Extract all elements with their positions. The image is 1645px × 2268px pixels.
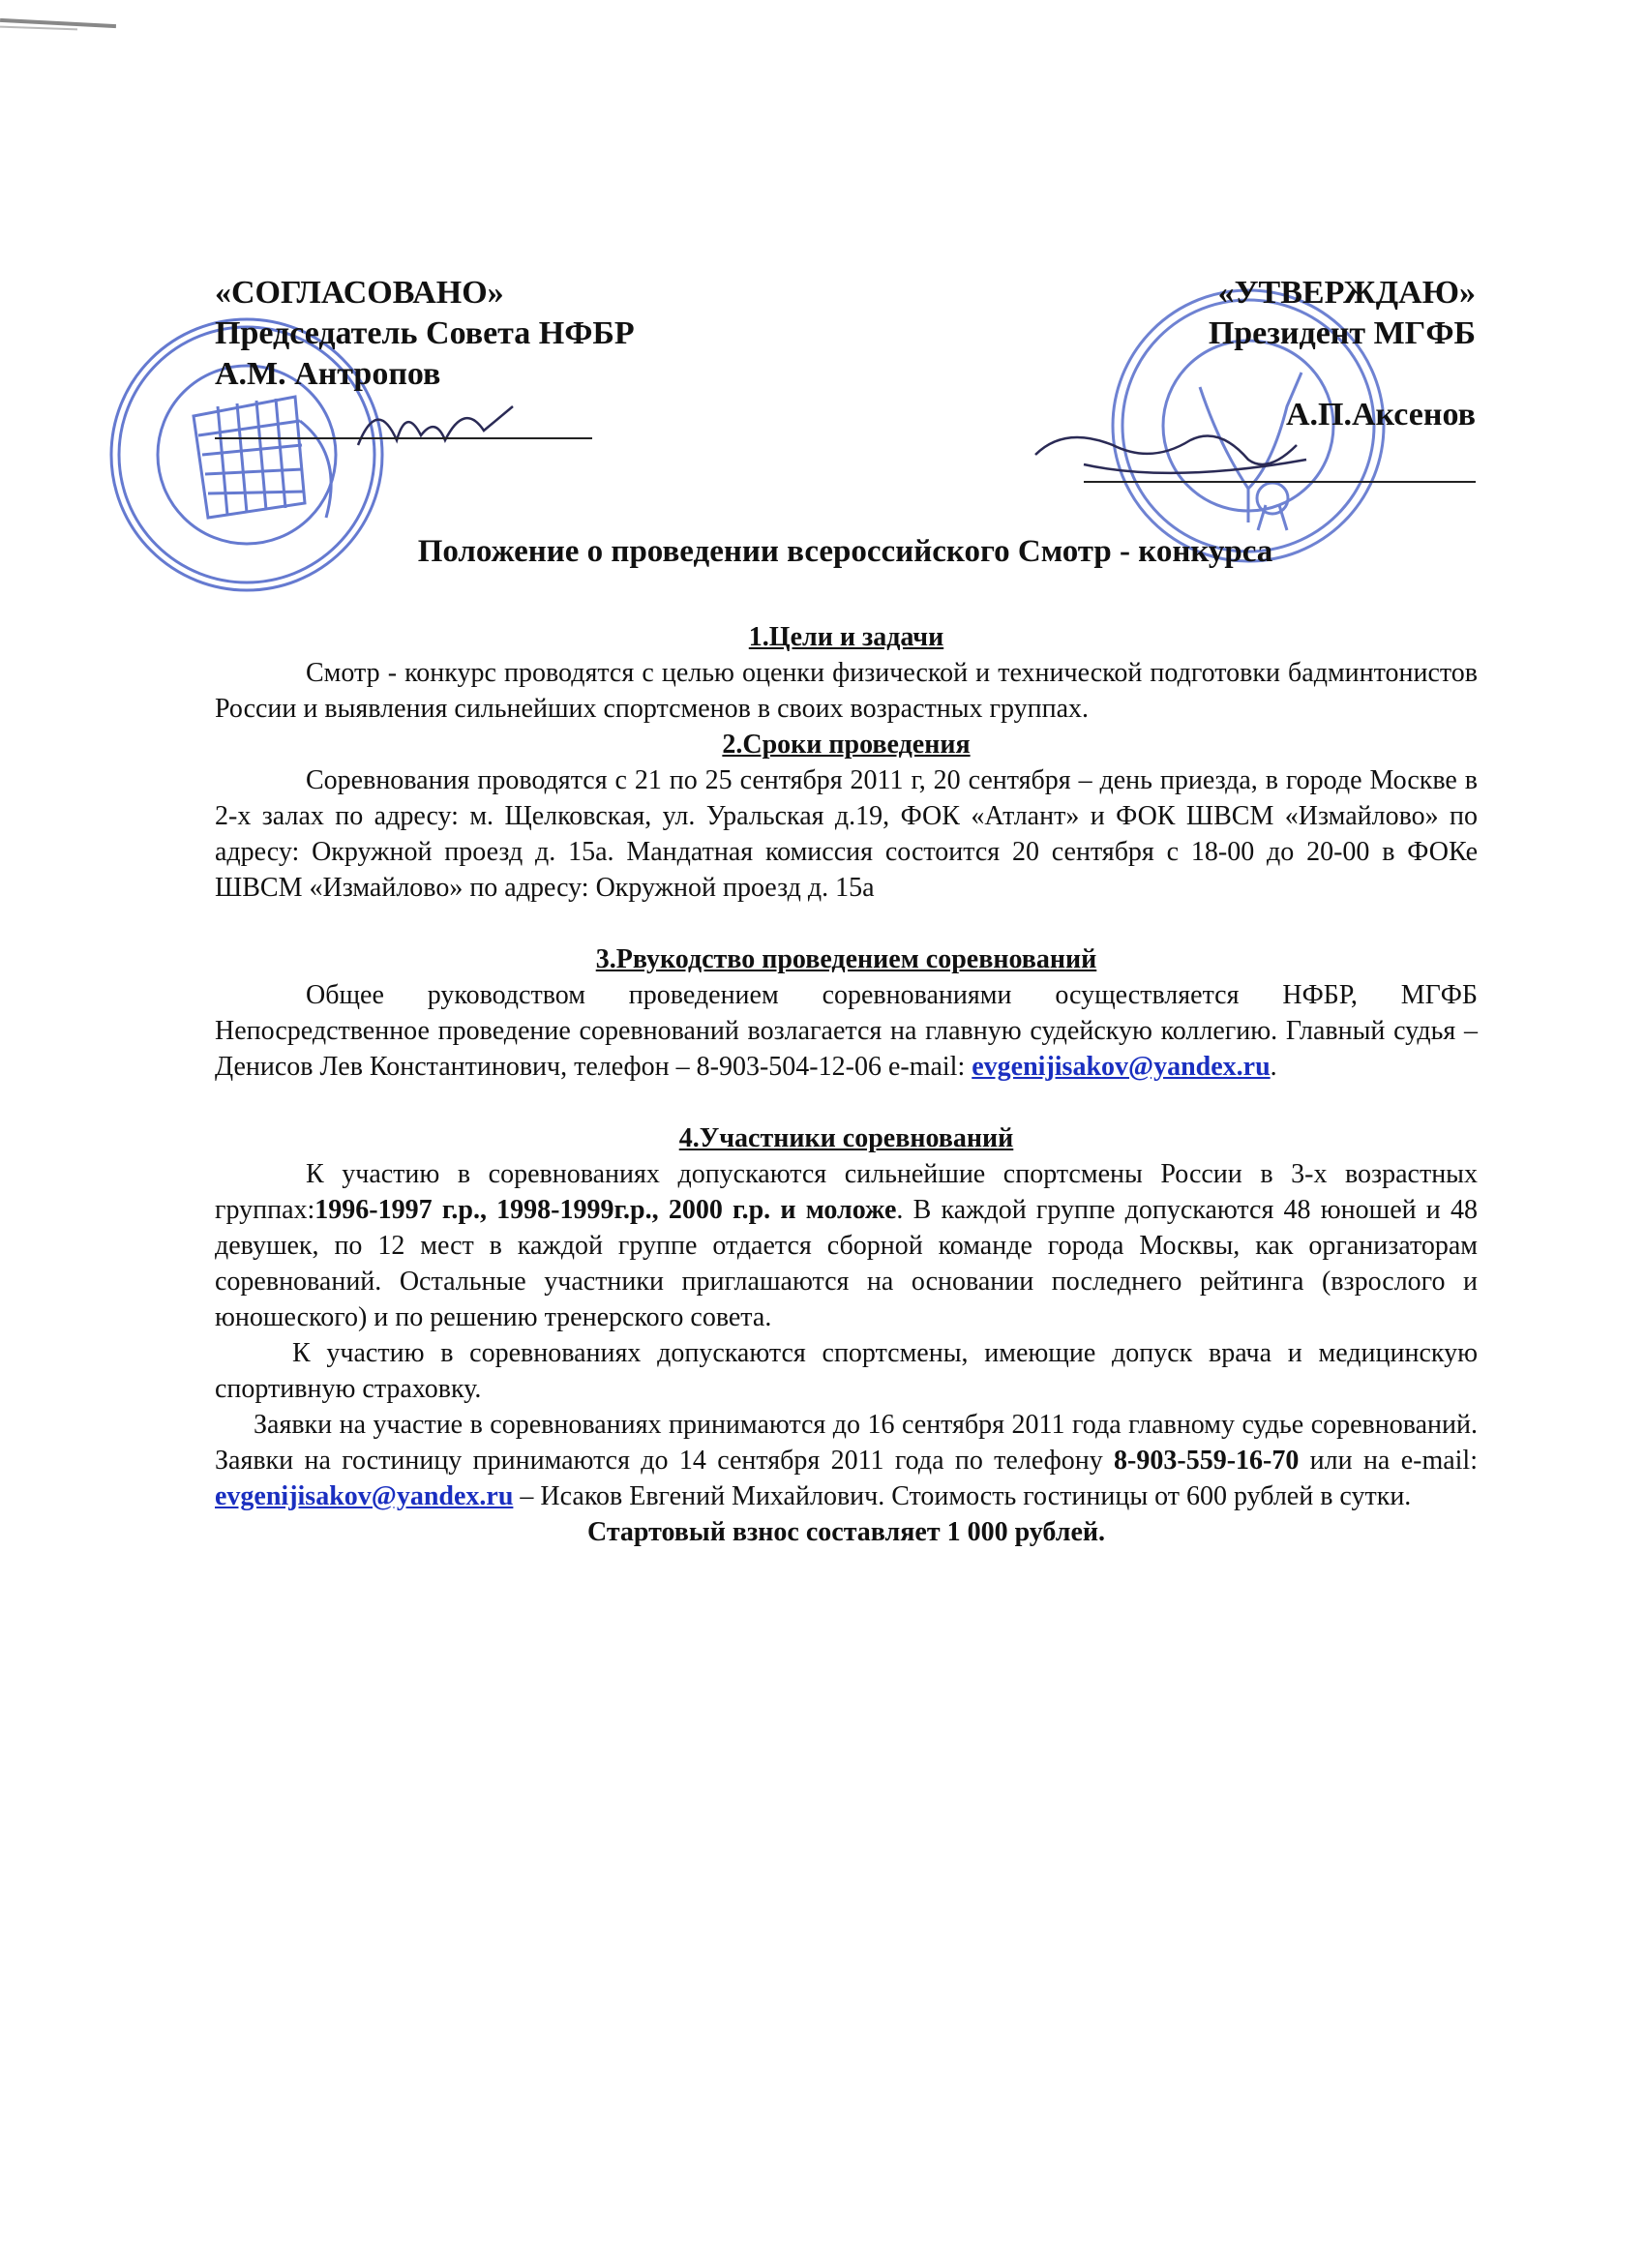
hotel-email-link[interactable]: evgenijisakov@yandex.ru <box>215 1481 514 1511</box>
section-heading-dates: 2.Сроки проведения <box>722 730 971 760</box>
document-body <box>215 619 1478 1550</box>
section-text-management <box>215 977 1478 1085</box>
approval-left-position: Председатель Совета НФБР <box>215 315 635 351</box>
signature-line-right <box>1084 481 1476 483</box>
entry-fee: Стартовый взнос составляет 1 000 рублей. <box>586 1517 1106 1547</box>
section-text-dates: Соревнования проводятся с 21 по 25 сентября 2011 г, 20 сентября – день приезда, в городе Москве в 2-х залах по адресу: м. Щелковская, ул. Уральская д.19, ФОК «Атлант» и ФОК ШВСМ «Измайлово» по адресу: Окружной проезд д. 15а. Мандатная комиссия состоится 20 сентября с 18-00 до 20-00 в ФОКе ШВСМ «Измайлово» по адресу: Окружной проезд д. 15а <box>215 765 1478 903</box>
applications-text: Заявки на участие в соревнованиях принимаются до 16 сентября 2011 года главному судье соревнований. Заявки на гостиницу принимаются до 14 сентября 2011 года по телефону <box>215 1410 1478 1476</box>
approval-right-position: Президент МГФБ <box>1208 315 1476 351</box>
signature-left-icon <box>348 387 542 464</box>
hotel-phone: 8-903-559-16-70 <box>1114 1446 1300 1476</box>
participants-paragraph-1 <box>215 1156 1478 1335</box>
approval-left-title: «СОГЛАСОВАНО» <box>215 275 504 311</box>
applications-text-end: – Исаков Евгений Михайлович. Стоимость гостиницы от 600 рублей в сутки. <box>513 1481 1412 1511</box>
approval-right-title: «УТВЕРЖДАЮ» <box>1217 275 1476 311</box>
participants-p1-start: К участию в соревнованиях допускаются сильнейшие спортсмены России в 3-х возрастных группах: <box>215 1159 1478 1225</box>
approval-right-name: А.П.Аксенов <box>1286 397 1476 433</box>
participants-paragraph-2: К участию в соревнованиях допускаются спортсмены, имеющие допуск врача и медицинскую спортивную страховку. <box>215 1338 1478 1404</box>
age-groups: 1996-1997 г.р., 1998-1999г.р., 2000 г.р. и моложе <box>314 1195 897 1225</box>
approval-left-name: А.М. Антропов <box>215 356 441 392</box>
judge-email-link[interactable]: evgenijisakov@yandex.ru <box>972 1052 1271 1082</box>
section-heading-goals: 1.Цели и задачи <box>748 622 944 652</box>
section-heading-participants: 4.Участники соревнований <box>678 1123 1014 1153</box>
document-title: Положение о проведении всероссийского Смотр - конкурса <box>417 534 1273 569</box>
participants-paragraph-3 <box>215 1407 1478 1514</box>
section-heading-management: 3.Рвукодство проведением соревнований <box>595 944 1097 974</box>
participants-p1-end: . В каждой группе допускаются 48 юношей и 48 девушек, по 12 мест в каждой группе отдается сборной команде города Москвы, как организаторам соревнований. Остальные участники приглашаются на основании последнего рейтинга (взрослого и юношеского) и по решению тренерского совета. <box>215 1195 1479 1332</box>
approval-block-left <box>215 273 718 395</box>
applications-text-mid: или на e-mail: <box>1299 1446 1478 1476</box>
spacer <box>1045 354 1476 395</box>
approval-block-right <box>1045 273 1476 435</box>
spacer <box>215 906 1478 941</box>
section-text-goals: Смотр - конкурс проводятся с целью оценки физической и технической подготовки бадминтонистов России и выявления сильнейших спортсменов в своих возрастных группах. <box>215 658 1478 724</box>
management-text-end: . <box>1270 1052 1277 1082</box>
management-text: Общее руководством проведением соревнованиями осуществляется НФБР, МГФБ Непосредственное проведение соревнований возлагается на главную судейскую коллегию. Главный судья – Денисов Лев Константинович, телефон – 8-903-504-12-06 e-mail: <box>215 980 1478 1082</box>
signature-line-left <box>215 437 592 439</box>
scan-mark-secondary <box>0 26 77 31</box>
spacer <box>215 1085 1478 1120</box>
